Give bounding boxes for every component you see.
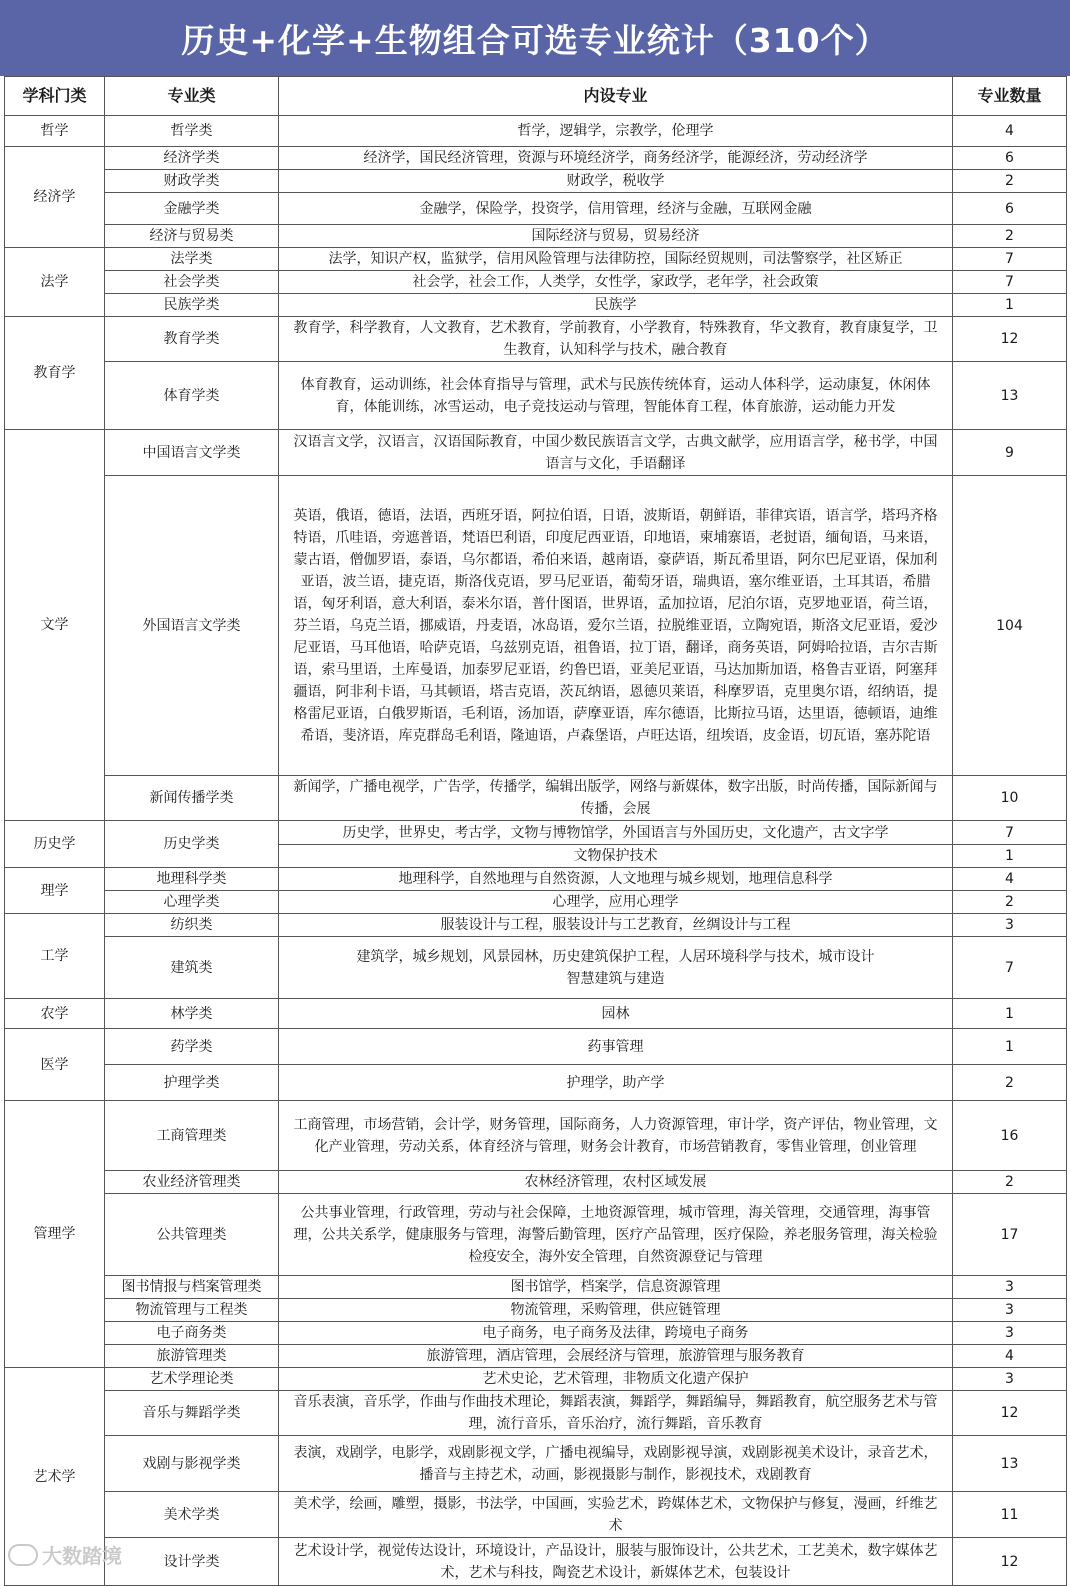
table-row (5, 1194, 1067, 1276)
majors-cell: 汉语言文学，汉语言，汉语国际教育，中国少数民族语言文学，古典文献学，应用语言学，秘书学，中国语言与文化，手语翻译 (279, 430, 953, 476)
count-cell: 7 (953, 271, 1067, 294)
majors-cell: 教育学，科学教育，人文教育，艺术教育，学前教育，小学教育，特殊教育，华文教育，教育康复学，卫生教育，认知科学与技术，融合教育 (279, 317, 953, 362)
count-cell: 4 (953, 116, 1067, 147)
majors-cell: 英语，俄语，德语，法语，西班牙语，阿拉伯语，日语，波斯语，朝鲜语，菲律宾语，语言学，塔玛齐格特语，爪哇语，旁遮普语，梵语巴利语，印度尼西亚语，印地语，柬埔寨语，老挝语，缅甸语，马来语，蒙古语，僧伽罗语，泰语，乌尔都语，希伯来语，越南语，豪萨语，斯瓦希里语，阿尔巴尼亚语，保加利亚语，波兰语，捷克语，斯洛伐克语，罗马尼亚语，葡萄牙语，瑞典语，塞尔维亚语，土耳其语，希腊语，匈牙利语，意大利语，泰米尔语，普什图语，世界语，孟加拉语，尼泊尔语，克罗地亚语，荷兰语，芬兰语，乌克兰语，挪威语，丹麦语，冰岛语，爱尔兰语，拉脱维亚语，立陶宛语，斯洛文尼亚语，爱沙尼亚语，马耳他语，哈萨克语，乌兹别克语，祖鲁语，拉丁语，翻译，商务英语，阿姆哈拉语，吉尔吉斯语，索马里语，土库曼语，加泰罗尼亚语，约鲁巴语，亚美尼亚语，马达加斯加语，格鲁吉亚语，阿塞拜疆语，阿非利卡语，马其顿语，塔吉克语，茨瓦纳语，恩德贝莱语，科摩罗语，克里奥尔语，绍纳语，提格雷尼亚语，白俄罗斯语，毛利语，汤加语，萨摩亚语，库尔德语，比斯拉马语，达里语，德顿语，迪维希语，斐济语，库克群岛毛利语，隆迪语，卢森堡语，卢旺达语，纽埃语，皮金语，切瓦语，塞苏陀语 (279, 476, 953, 776)
category-cell: 中国语言文学类 (105, 430, 279, 476)
category-cell: 哲学类 (105, 116, 279, 147)
count-cell: 3 (953, 914, 1067, 937)
table-row (5, 1029, 1067, 1065)
count-cell: 3 (953, 1276, 1067, 1299)
majors-cell: 民族学 (279, 294, 953, 317)
header-count: 专业数量 (953, 77, 1067, 116)
count-cell: 4 (953, 868, 1067, 891)
table-row (5, 776, 1067, 821)
category-cell: 心理学类 (105, 891, 279, 914)
majors-cell: 图书馆学，档案学，信息资源管理 (279, 1276, 953, 1299)
header-category: 专业类 (105, 77, 279, 116)
discipline-cell: 经济学 (5, 147, 105, 248)
majors-cell: 工商管理，市场营销，会计学，财务管理，国际商务，人力资源管理，审计学，资产评估，物业管理，文化产业管理，劳动关系，体育经济与管理，财务会计教育，市场营销教育，零售业管理，创业管理 (279, 1101, 953, 1171)
category-cell: 财政学类 (105, 170, 279, 193)
category-cell: 地理科学类 (105, 868, 279, 891)
table-row (5, 1492, 1067, 1538)
table-body (5, 116, 1067, 1586)
count-cell: 17 (953, 1194, 1067, 1276)
majors-cell: 护理学，助产学 (279, 1065, 953, 1101)
discipline-cell: 管理学 (5, 1101, 105, 1368)
majors-cell: 财政学，税收学 (279, 170, 953, 193)
count-cell: 12 (953, 1538, 1067, 1586)
table-header-row (5, 77, 1067, 116)
category-cell: 护理学类 (105, 1065, 279, 1101)
table-row (5, 362, 1067, 430)
count-cell: 10 (953, 776, 1067, 821)
count-cell: 12 (953, 1391, 1067, 1436)
count-cell: 11 (953, 1492, 1067, 1538)
majors-cell: 心理学，应用心理学 (279, 891, 953, 914)
count-cell: 104 (953, 476, 1067, 776)
majors-cell: 公共事业管理，行政管理，劳动与社会保障，土地资源管理，城市管理，海关管理，交通管理，海事管理，公共关系学，健康服务与管理，海警后勤管理，医疗产品管理，医疗保险，养老服务管理，海关检验检疫安全，海外安全管理，自然资源登记与管理 (279, 1194, 953, 1276)
majors-cell: 艺术史论，艺术管理，非物质文化遗产保护 (279, 1368, 953, 1391)
category-cell: 经济与贸易类 (105, 225, 279, 248)
category-cell: 美术学类 (105, 1492, 279, 1538)
table-row (5, 1276, 1067, 1299)
discipline-cell: 法学 (5, 248, 105, 317)
page-title: 历史+化学+生物组合可选专业统计（310个） (181, 20, 889, 60)
table-row (5, 1299, 1067, 1322)
category-cell: 物流管理与工程类 (105, 1299, 279, 1322)
majors-cell: 哲学，逻辑学，宗教学，伦理学 (279, 116, 953, 147)
count-cell: 7 (953, 821, 1067, 845)
header-majors: 内设专业 (279, 77, 953, 116)
category-cell: 外国语言文学类 (105, 476, 279, 776)
majors-cell: 物流管理，采购管理，供应链管理 (279, 1299, 953, 1322)
discipline-cell: 医学 (5, 1029, 105, 1101)
table-row (5, 1322, 1067, 1345)
table-row (5, 937, 1067, 999)
count-cell: 1 (953, 294, 1067, 317)
table-row (5, 170, 1067, 193)
table-row (5, 317, 1067, 362)
table-row (5, 271, 1067, 294)
table-row (5, 1368, 1067, 1391)
discipline-cell: 理学 (5, 868, 105, 914)
count-cell: 4 (953, 1345, 1067, 1368)
count-cell: 2 (953, 1171, 1067, 1194)
table-row (5, 1101, 1067, 1171)
table-row (5, 1436, 1067, 1492)
table-row (5, 430, 1067, 476)
table-row (5, 914, 1067, 937)
discipline-cell: 文学 (5, 430, 105, 821)
count-cell: 7 (953, 937, 1067, 999)
discipline-cell: 艺术学 (5, 1368, 105, 1586)
count-cell: 6 (953, 147, 1067, 170)
majors-cell: 法学，知识产权，监狱学，信用风险管理与法律防控，国际经贸规则，司法警察学，社区矫正 (279, 248, 953, 271)
majors-cell: 建筑学，城乡规划，风景园林，历史建筑保护工程，人居环境科学与技术，城市设计 智慧建筑与建造 (279, 937, 953, 999)
majors-cell: 国际经济与贸易，贸易经济 (279, 225, 953, 248)
majors-cell: 农林经济管理，农村区域发展 (279, 1171, 953, 1194)
category-cell: 经济学类 (105, 147, 279, 170)
category-cell: 艺术学理论类 (105, 1368, 279, 1391)
count-cell: 9 (953, 430, 1067, 476)
table-row (5, 147, 1067, 170)
count-cell: 3 (953, 1368, 1067, 1391)
discipline-cell: 工学 (5, 914, 105, 999)
majors-cell: 新闻学，广播电视学，广告学，传播学，编辑出版学，网络与新媒体，数字出版，时尚传播，国际新闻与传播，会展 (279, 776, 953, 821)
category-cell: 教育学类 (105, 317, 279, 362)
table-row (5, 891, 1067, 914)
majors-cell: 历史学，世界史，考古学，文物与博物馆学，外国语言与外国历史，文化遗产，古文字学 (279, 821, 953, 845)
header-discipline: 学科门类 (5, 77, 105, 116)
category-cell: 民族学类 (105, 294, 279, 317)
table-row (5, 999, 1067, 1029)
category-cell: 新闻传播学类 (105, 776, 279, 821)
majors-cell: 地理科学，自然地理与自然资源，人文地理与城乡规划，地理信息科学 (279, 868, 953, 891)
count-cell: 13 (953, 1436, 1067, 1492)
table-row (5, 1391, 1067, 1436)
majors-cell: 金融学，保险学，投资学，信用管理，经济与金融，互联网金融 (279, 193, 953, 225)
category-cell: 体育学类 (105, 362, 279, 430)
count-cell: 2 (953, 170, 1067, 193)
table-row (5, 248, 1067, 271)
majors-cell: 艺术设计学，视觉传达设计，环境设计，产品设计，服装与服饰设计，公共艺术，工艺美术，数字媒体艺术，艺术与科技，陶瓷艺术设计，新媒体艺术，包装设计 (279, 1538, 953, 1586)
category-cell: 法学类 (105, 248, 279, 271)
majors-cell: 电子商务，电子商务及法律，跨境电子商务 (279, 1322, 953, 1345)
majors-cell: 体育教育，运动训练，社会体育指导与管理，武术与民族传统体育，运动人体科学，运动康复，休闲体育，体能训练，冰雪运动，电子竞技运动与管理，智能体育工程，体育旅游，运动能力开发 (279, 362, 953, 430)
majors-cell: 旅游管理，酒店管理，会展经济与管理，旅游管理与服务教育 (279, 1345, 953, 1368)
majors-cell: 药事管理 (279, 1029, 953, 1065)
count-cell: 3 (953, 1299, 1067, 1322)
title-banner (0, 0, 1070, 76)
count-cell: 2 (953, 891, 1067, 914)
category-cell: 音乐与舞蹈学类 (105, 1391, 279, 1436)
count-cell: 2 (953, 1065, 1067, 1101)
category-cell: 农业经济管理类 (105, 1171, 279, 1194)
count-cell: 6 (953, 193, 1067, 225)
majors-cell: 服装设计与工程，服装设计与工艺教育，丝绸设计与工程 (279, 914, 953, 937)
table-row (5, 868, 1067, 891)
discipline-cell: 历史学 (5, 821, 105, 868)
watermark-logo-icon (8, 1544, 38, 1566)
count-cell: 12 (953, 317, 1067, 362)
table-row (5, 294, 1067, 317)
discipline-cell: 哲学 (5, 116, 105, 147)
table-row (5, 1171, 1067, 1194)
category-cell: 公共管理类 (105, 1194, 279, 1276)
category-cell: 建筑类 (105, 937, 279, 999)
table-row (5, 193, 1067, 225)
category-cell: 林学类 (105, 999, 279, 1029)
category-cell: 设计学类 (105, 1538, 279, 1586)
discipline-cell: 农学 (5, 999, 105, 1029)
majors-cell: 经济学，国民经济管理，资源与环境经济学，商务经济学，能源经济，劳动经济学 (279, 147, 953, 170)
watermark (8, 1540, 122, 1569)
count-cell: 1 (953, 1029, 1067, 1065)
table-row (5, 1538, 1067, 1586)
count-cell: 1 (953, 999, 1067, 1029)
table-row (5, 476, 1067, 776)
table-row (5, 1345, 1067, 1368)
majors-cell: 音乐表演，音乐学，作曲与作曲技术理论，舞蹈表演，舞蹈学，舞蹈编导，舞蹈教育，航空服务艺术与管理，流行音乐，音乐治疗，流行舞蹈，音乐教育 (279, 1391, 953, 1436)
table-row (5, 821, 1067, 845)
discipline-cell: 教育学 (5, 317, 105, 430)
count-cell: 2 (953, 225, 1067, 248)
count-cell: 1 (953, 845, 1067, 868)
majors-cell: 园林 (279, 999, 953, 1029)
category-cell: 戏剧与影视学类 (105, 1436, 279, 1492)
category-cell: 历史学类 (105, 821, 279, 868)
category-cell: 金融学类 (105, 193, 279, 225)
count-cell: 13 (953, 362, 1067, 430)
table-row (5, 225, 1067, 248)
majors-cell: 社会学，社会工作，人类学，女性学，家政学，老年学，社会政策 (279, 271, 953, 294)
category-cell: 电子商务类 (105, 1322, 279, 1345)
majors-cell: 表演，戏剧学，电影学，戏剧影视文学，广播电视编导，戏剧影视导演，戏剧影视美术设计，录音艺术，播音与主持艺术，动画，影视摄影与制作，影视技术，戏剧教育 (279, 1436, 953, 1492)
table-row (5, 116, 1067, 147)
category-cell: 药学类 (105, 1029, 279, 1065)
category-cell: 工商管理类 (105, 1101, 279, 1171)
count-cell: 3 (953, 1322, 1067, 1345)
majors-cell: 美术学，绘画，雕塑，摄影，书法学，中国画，实验艺术，跨媒体艺术，文物保护与修复，漫画，纤维艺术 (279, 1492, 953, 1538)
category-cell: 纺织类 (105, 914, 279, 937)
watermark-text: 大数踏境 (42, 1544, 122, 1568)
category-cell: 旅游管理类 (105, 1345, 279, 1368)
category-cell: 图书情报与档案管理类 (105, 1276, 279, 1299)
majors-cell: 文物保护技术 (279, 845, 953, 868)
count-cell: 7 (953, 248, 1067, 271)
count-cell: 16 (953, 1101, 1067, 1171)
majors-table (4, 76, 1067, 1586)
category-cell: 社会学类 (105, 271, 279, 294)
table-row (5, 1065, 1067, 1101)
